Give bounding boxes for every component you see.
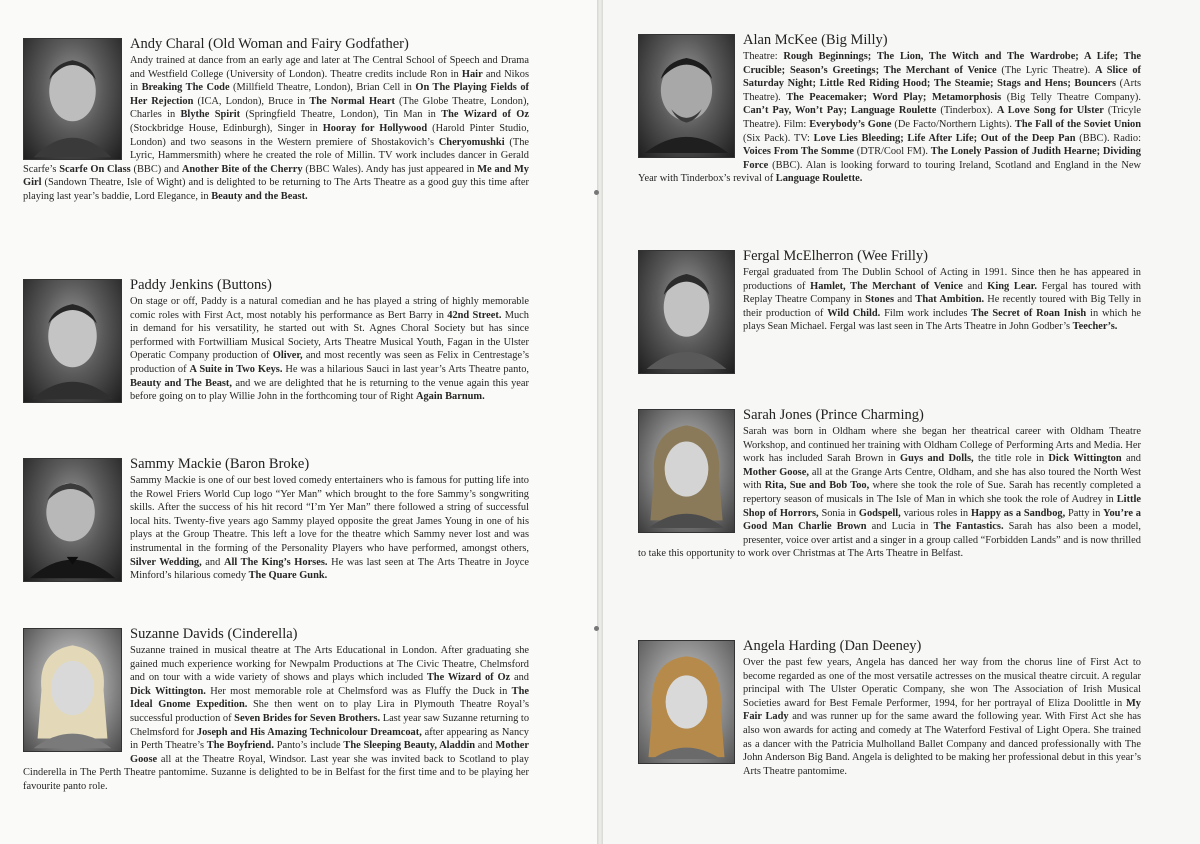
bio-sarah-jones [638, 407, 1141, 561]
headshot-photo [638, 34, 735, 158]
bio-text-run: Panto’s include [273, 740, 344, 752]
performer-name: Angela Harding (Dan Deeney) [743, 638, 922, 654]
bio-text-run: Sarah was born in Oldham where she began her theatrical career with Oldham Theatre Workshop, and continued her training with Oldham College of Performing Arts and Media. Her work has included Sarah Brown in [743, 426, 1141, 465]
headshot-photo [638, 409, 735, 533]
bio-text-run: Sonia in [818, 507, 859, 519]
production-title: Voices From The Somme [743, 146, 854, 158]
headshot-photo [23, 628, 122, 752]
bio-text-run: Last year saw Suzanne returning to Chelmsford for [130, 712, 530, 738]
bio-text-run: (Arts Theatre). [743, 78, 1141, 103]
bio-text-run: (BBC). Alan is looking forward to touring Ireland, Scotland and England in the New Year with Tinderbox’s revival of [638, 159, 1141, 185]
production-title: Beauty and The Beast, [130, 377, 232, 389]
production-title: Another Bite of the Cherry [181, 163, 303, 175]
headshot-portrait-icon [24, 280, 121, 402]
bio-text-run: and we are delighted that he is returning to the venue again this year before going on to play Willie John in the forthcoming tour of Right [130, 377, 529, 403]
bio-text-run: Fergal has toured with Replay Theatre Company in [743, 280, 1141, 306]
bio-text-run: (Sandown Theatre, Isle of Wight) and is delighted to be returning to The Arts Theatre as a good guy this time after playing last year’s baddie, Lord Elegance, in [23, 177, 529, 202]
production-title: 42nd Street. [447, 309, 502, 321]
headshot-portrait-icon [24, 39, 121, 159]
bio-text-run: (Harold Pinter Studio, London) and two seasons in the Western premiere of Shostakovich’s [130, 122, 529, 148]
bio-text-run: Sarah has also been a model, presenter, voice over artist and a singer in a group called “Forbidden Lands” and is now thrilled to take this opportunity to work over Christmas at The Arts Theatre in Belfast. [638, 521, 1141, 560]
production-title: The Sleeping Beauty, Aladdin [343, 740, 475, 752]
production-title: Hamlet, The Merchant of Venice [810, 280, 963, 292]
bio-text-run: Sammy Mackie is one of our best loved comedy entertainers who is famous for putting life into the Rowel Friers World Cup logo “Yer Man” which brought to the fore Sammy’s songwriting skills. After the success of his hit record “I’m Yer Man” there followed a string of successful local hits. Twenty-five years ago Sammy played opposite the great James Young in one of his plays at the Group Theatre. This left a love for the theatre which Sammy never lost and was instrumental in the forming of the Personality Players who have performed, amongst others, [130, 475, 529, 554]
production-title: The Normal Heart [309, 95, 395, 107]
performer-name: Sarah Jones (Prince Charming) [743, 407, 924, 423]
headshot-photo [638, 640, 735, 764]
bio-text-run: (Six Pack). TV: [743, 132, 814, 144]
production-title: Hair [461, 68, 483, 80]
production-title: Beauty and the Beast. [211, 190, 308, 202]
production-title: Oliver, [272, 350, 303, 362]
production-title: Hooray for Hollywood [322, 122, 428, 134]
bio-text-run: and Nikos in [130, 68, 529, 94]
bio-text-run: and [201, 556, 224, 568]
bio-text-run: (ICA, London), Bruce in [193, 95, 310, 107]
performer-name: Paddy Jenkins (Buttons) [130, 277, 272, 293]
bio-suzanne-davids [23, 626, 529, 794]
performer-name: Fergal McElherron (Wee Frilly) [743, 248, 928, 264]
production-title: That Ambition. [915, 294, 985, 306]
production-title: Love Lies Bleeding; Life After Life; Out of the Deep Pan [813, 132, 1076, 144]
production-title: The Lonely Passion of Judith Hearne; Dividing Force [743, 146, 1141, 171]
binding-staple-mark [594, 626, 599, 631]
bio-text-run: He recently toured with Big Telly in their production of [743, 294, 1142, 319]
production-title: The Wizard of Oz [426, 672, 511, 684]
binding-staple-mark [594, 190, 599, 195]
bio-text-run: and Lucia in [866, 521, 934, 533]
production-title: Can’t Pay, Won’t Pay; Language Roulette [743, 105, 937, 117]
production-title: All The King’s Horses. [223, 556, 328, 568]
production-title: Rita, Sue and Bob Too, [764, 480, 870, 492]
production-title: Scarfe On Class [59, 163, 131, 175]
production-title: King Lear. [987, 280, 1037, 292]
performer-name: Alan McKee (Big Milly) [743, 32, 888, 48]
bio-text-run: (BBC Wales). Andy has just appeared in [302, 163, 478, 175]
bio-text-run: She then went on to play Lira in Plymouth Theatre Royal’s successful production of [130, 699, 530, 724]
production-title: The Fall of the Soviet Union [1014, 118, 1142, 130]
performer-name: Sammy Mackie (Baron Broke) [130, 456, 310, 472]
bio-text-run: Patty in [1065, 507, 1104, 519]
bio-text-run: various roles in [900, 507, 971, 519]
production-title: Teecher’s. [1072, 321, 1118, 333]
production-title: Guys and Dolls, [900, 453, 974, 465]
production-title: My Fair Lady [743, 697, 1141, 723]
bio-text-run: (BBC) and [130, 163, 182, 175]
production-title: Wild Child. [827, 307, 881, 319]
production-title: The Fantastics. [933, 521, 1004, 533]
production-title: Me and My Girl [23, 163, 530, 189]
production-title: Seven Brides for Seven Brothers. [234, 712, 381, 724]
bio-text-run: the title role in [973, 453, 1049, 465]
production-title: You’re a Good Man Charlie Brown [743, 507, 1141, 533]
production-title: Everybody’s Gone [809, 118, 892, 130]
production-title: Mother Goose [130, 740, 529, 765]
bio-text-run: He was last seen at The Arts Theatre in Joyce Minford’s hilarious comedy [130, 556, 529, 582]
bio-text-run: Suzanne trained in musical theatre at The Arts Educational in London. After graduating she gained much experience working for Newpalm Productions at The Civic Theatre, Chelmsford and on tour with a wide variety of shows and plays which included [130, 645, 529, 684]
bio-text-run: He was a hilarious Sauci in last year’s Arts Theatre panto, [282, 363, 530, 375]
production-title: Mother Goose, [743, 466, 809, 478]
bio-text-run: and was runner up for the same award the following year. With First Act she has also won awards for acting and comedy at The Waterford Festival of Light Opera. She trained as a dancer with the Patricia Mulholland Ballet Company and danced professionally with The John Anderson Big Band. Angela is delighted to be making her professional debut in this year’s Arts Theatre pantomime. [743, 711, 1141, 777]
headshot-portrait-icon [639, 410, 734, 532]
bio-text-run: (Tricyle Theatre). Film: [743, 105, 1141, 130]
production-title: Cheryomushki [438, 136, 505, 148]
production-title: A Love Song for Ulster [996, 105, 1104, 117]
bio-text-run: Film work includes [880, 307, 972, 319]
bio-text-run: On stage or off, Paddy is a natural comedian and he has played a string of highly memorable comic roles with First Act, most notably his performance as Bert Barry in [130, 296, 529, 321]
bio-alan-mckee [638, 32, 1141, 186]
performer-name: Andy Charal (Old Woman and Fairy Godfather) [130, 36, 409, 52]
bio-text-run: (Big Telly Theatre Company). [1001, 91, 1141, 103]
headshot-portrait-icon [24, 629, 121, 751]
bio-text-run: after appearing as Nancy in Perth Theatre’s [130, 726, 529, 752]
bio-text-run: Andy trained at dance from an early age and later at The Central School of Speech and Drama and Westfield College (University of London). Theatre credits include Ron in [130, 55, 529, 80]
bio-text-run: (Springfield Theatre, London), Tin Man in [240, 109, 442, 121]
headshot-photo [23, 38, 122, 160]
bio-text-run: in which he plays Sean Michael. Fergal was last seen in The Arts Theatre in John Godber’s [743, 307, 1141, 333]
bio-text-run: all at the Theatre Royal, Windsor. Last year she was invited back to Scotland to play Cinderella in The Perth Theatre pantomime. Suzanne is delighted to be in Belfast for the first time and to be playing her favourite panto role. [23, 753, 529, 792]
bio-text-run: Over the past few years, Angela has danced her way from the chorus line of First Act to become regarded as one of the most versatile actresses on the musical theatre circuit. A regular principal with The Ulster Operatic Company, she won The Association of Irish Musical Societies award for Best Female Performer, 1994, for her portrayal of Eliza Doolittle in [743, 657, 1141, 709]
performer-name: Suzanne Davids (Cinderella) [130, 626, 298, 642]
headshot-portrait-icon [24, 459, 121, 581]
production-title: Breaking The Code [141, 82, 230, 94]
production-title: Dick Wittington [1048, 453, 1122, 465]
headshot-portrait-icon [639, 35, 734, 157]
bio-text-run: all at the Grange Arts Centre, Oldham, and she has also toured the North West with [743, 466, 1141, 492]
production-title: Dick Wittington. [130, 685, 206, 697]
bio-text-run: and [894, 294, 916, 306]
bio-text-run: Her most memorable role at Chelmsford was as Fluffy the Duck in [205, 685, 512, 697]
production-title: Silver Wedding, [130, 556, 202, 568]
production-title: Again Barnum. [415, 391, 485, 403]
bio-text-run: and [1121, 453, 1141, 465]
production-title: Godspell, [858, 507, 901, 519]
bio-text-run: and [510, 672, 529, 684]
headshot-photo [23, 458, 122, 582]
bio-text-run: (The Lyric Theatre). [996, 64, 1096, 76]
bio-text-run: and [962, 280, 988, 292]
production-title: A Suite in Two Keys. [189, 363, 283, 375]
bio-paddy-jenkins [23, 277, 529, 405]
bio-angela-harding [638, 638, 1141, 778]
bio-text-run: Fergal graduated from The Dublin School of Acting in 1991. Since then he has appeared in productions of [743, 267, 1141, 292]
production-title: On The Playing Fields of Her Rejection [130, 82, 529, 107]
production-title: The Secret of Roan Inish [971, 307, 1087, 319]
bio-andy-charal [23, 36, 529, 204]
bio-text-run: (De Facto/Northern Lights). [891, 118, 1015, 130]
production-title: The Quare Gunk. [248, 570, 328, 582]
production-title: Stones [865, 294, 895, 306]
bio-fergal-mcelherron [638, 248, 1141, 376]
bio-text-run: (Tinderbox). [936, 105, 997, 117]
bio-text-run: (DTR/Cool FM). [853, 146, 931, 158]
bio-text-run: where she took the role of Sue. Sarah has recently completed a repertory season of musicals in The Isle of Man in which she took the role of Audrey in [743, 480, 1142, 505]
headshot-portrait-icon [639, 251, 734, 373]
bio-text-run: and most recently was seen as Felix in Centrestage’s production of [130, 350, 529, 375]
production-title: Joseph and His Amazing Technicolour Dreamcoat, [196, 726, 422, 738]
production-title: Little Shop of Horrors, [743, 493, 1141, 519]
production-title: A Slice of Saturday Night; Little Red Riding Hood; The Steamie; Stags and Hens; Bouncers [743, 64, 1142, 90]
bio-text-run: (BBC). Radio: [1075, 132, 1142, 144]
production-title: The Ideal Gnome Expedition. [130, 685, 529, 711]
headshot-photo [23, 279, 122, 403]
production-title: The Boyfriend. [206, 740, 274, 752]
bio-sammy-mackie [23, 456, 529, 584]
production-title: Language Roulette. [775, 173, 863, 185]
headshot-photo [638, 250, 735, 374]
headshot-portrait-icon [639, 641, 734, 763]
production-title: The Peacemaker; Word Play; Metamorphosis [786, 91, 1002, 103]
bio-text-run: (The Lyric, Hammersmith) where he created the role of Millin. TV work includes dancer in Gerald Scarfe’s [23, 136, 530, 175]
bio-text-run: Much in demand for his versatility, he started out with St. Agnes Choral Society but has since performed with Fortwilliam Musical Society, Arts Theatre Musical Youth, Fagan in the Ulster Operatic Company production of [130, 309, 529, 362]
bio-text-run: (Millfield Theatre, London), Brian Cell in [229, 82, 416, 94]
bio-text-run: (Stockbridge House, Edinburgh), Singer in [130, 122, 323, 134]
production-title: Happy as a Sandbog, [970, 507, 1066, 519]
production-title: Rough Beginnings; The Lion, The Witch and The Wardrobe; A Life; The Crucible; Season’s Greetings; The Merchant of Venice [743, 51, 1141, 76]
production-title: Blythe Spirit [180, 109, 241, 121]
bio-text-run: Theatre: [743, 51, 784, 62]
bio-text-run: (The Globe Theatre, London), Charles in [130, 95, 529, 121]
production-title: The Wizard of Oz [441, 109, 529, 121]
bio-text-run: and [474, 740, 496, 752]
